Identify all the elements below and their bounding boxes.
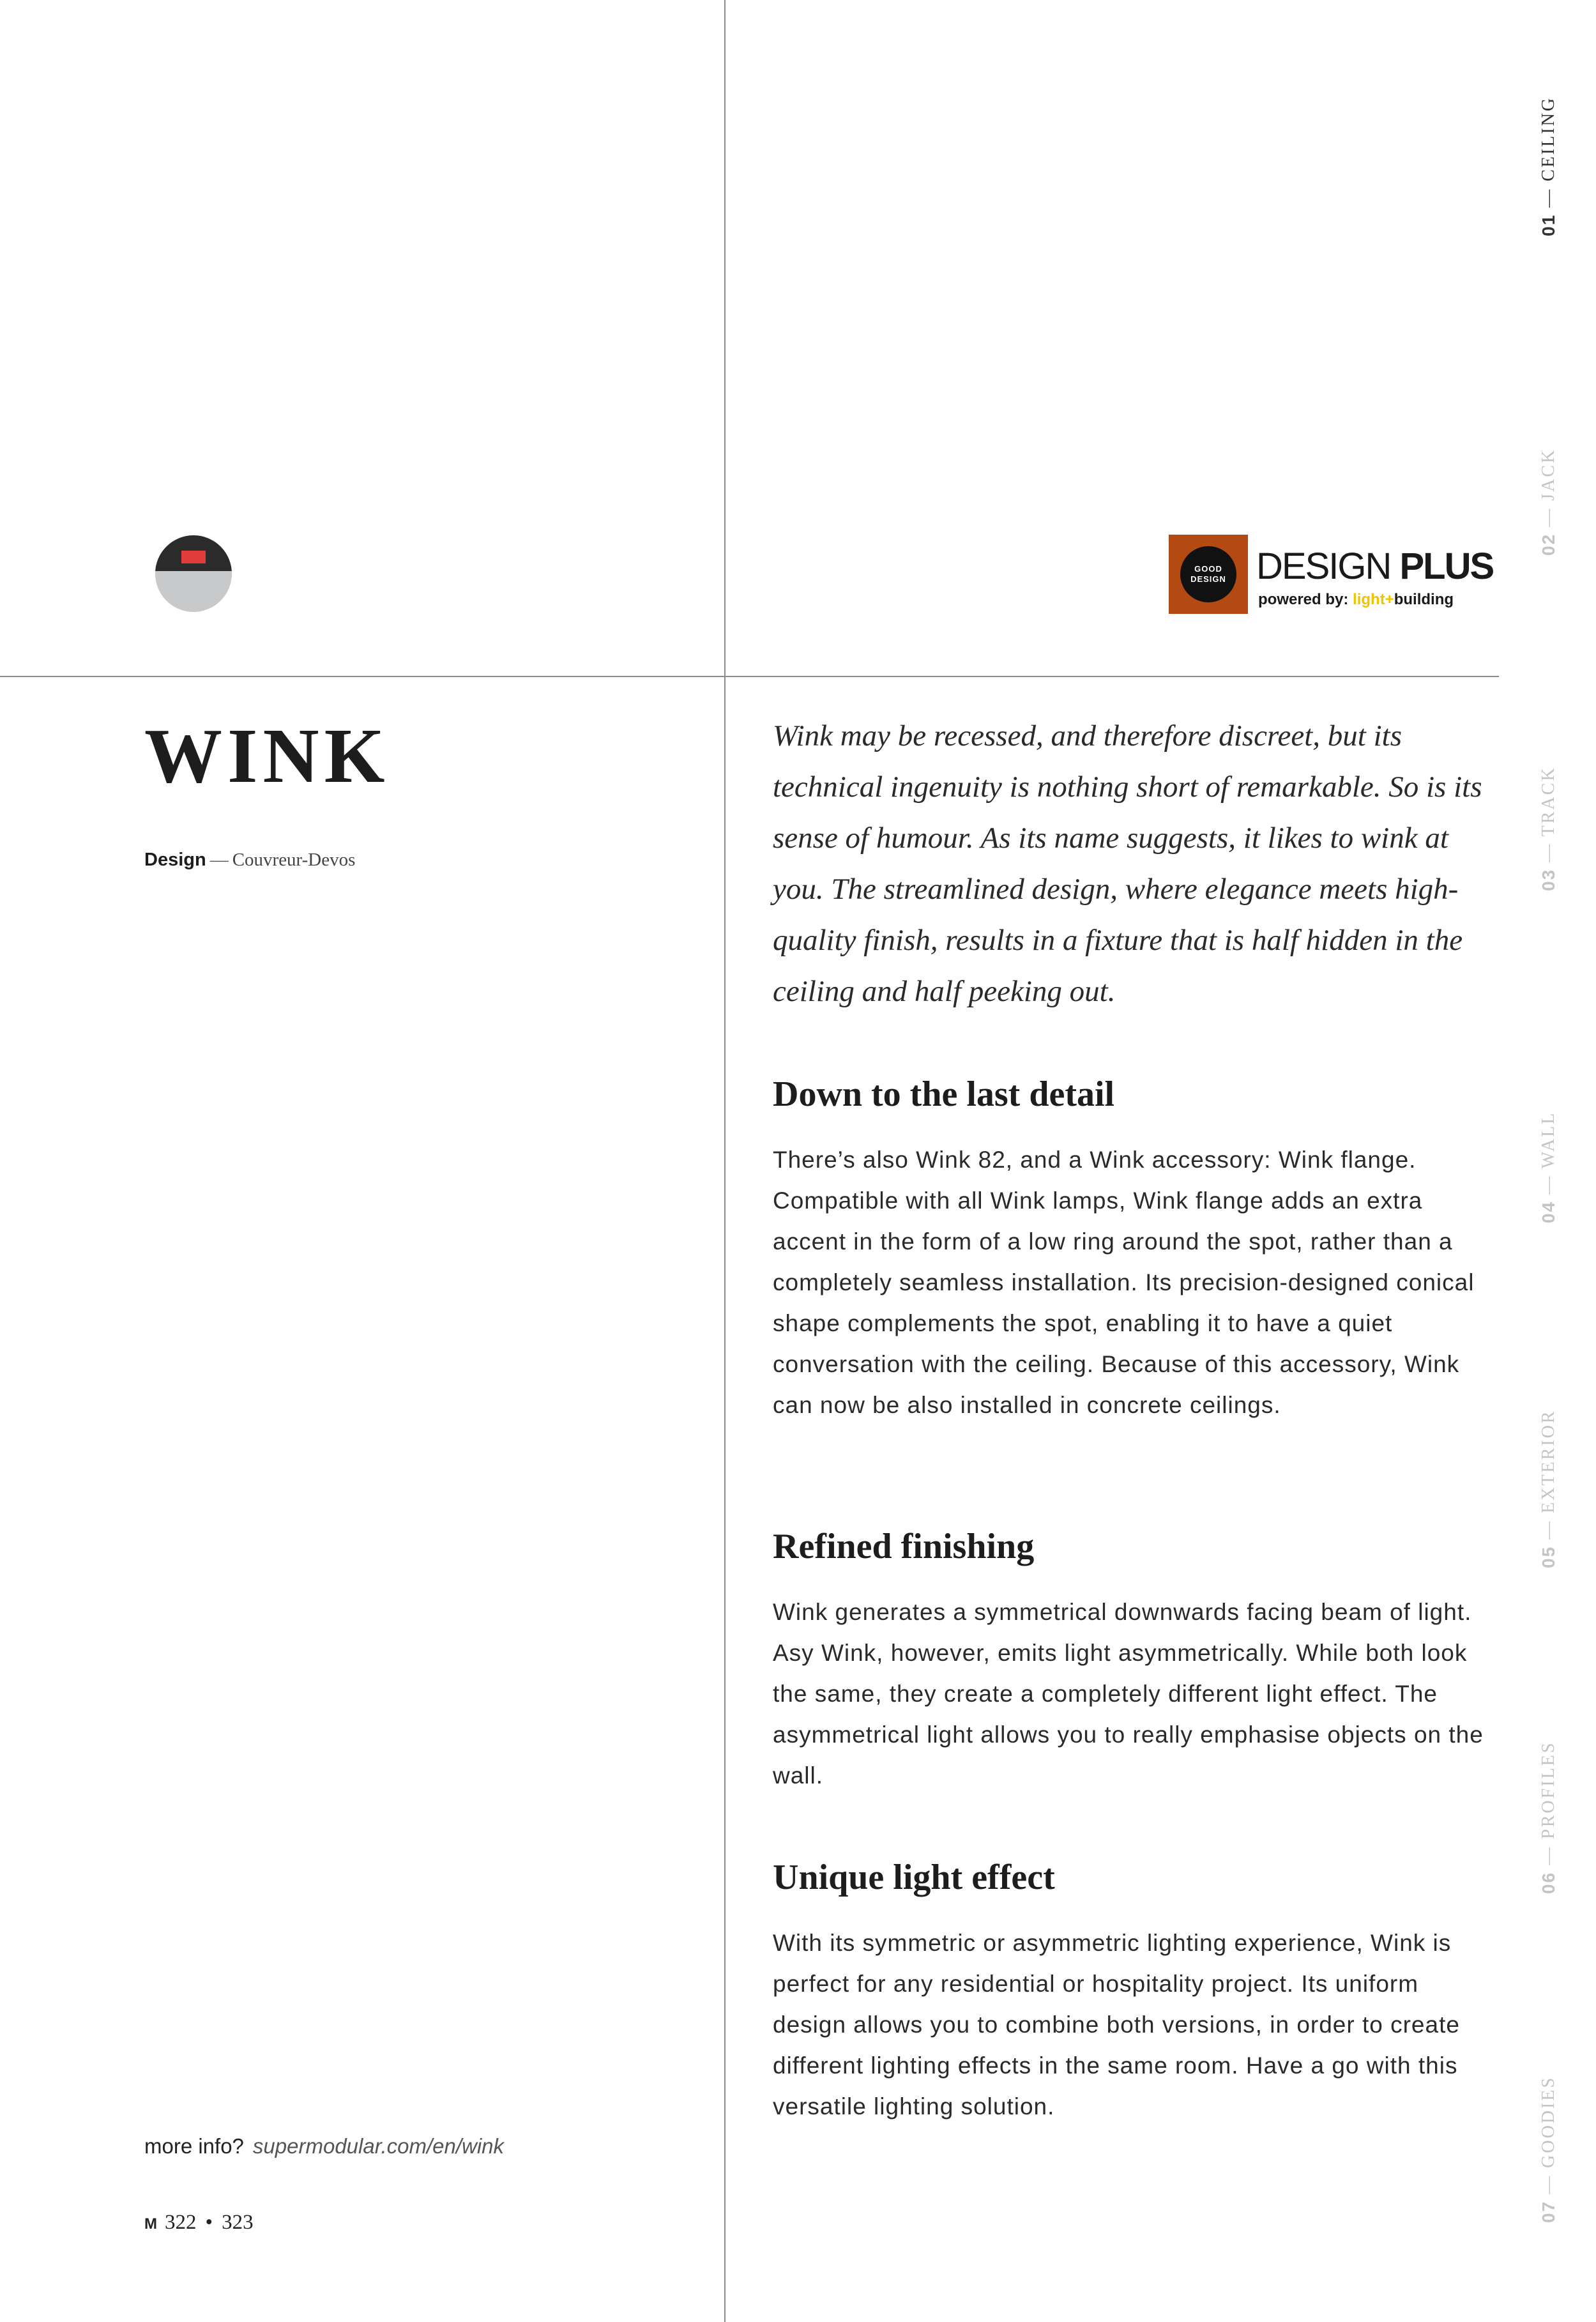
nav-item-ceiling-label: 01 — CEILING — [1539, 96, 1558, 236]
chapter-side-nav — [1526, 0, 1571, 2322]
nav-item-profiles[interactable] — [1526, 1734, 1571, 1894]
design-credit — [144, 847, 355, 873]
design-credit-separator: — — [209, 850, 229, 870]
nav-item-profiles-label: 06 — PROFILES — [1539, 1741, 1558, 1894]
nav-item-track[interactable] — [1526, 763, 1571, 891]
award-title-bold: PLUS — [1399, 546, 1494, 587]
page-number-separator: • — [205, 2211, 213, 2234]
section-body-finishing: Wink generates a symmetrical downwards facing beam of light. Asy Wink, however, emits light asymmetrically. While both look the same, they create a completely different light effect. The asymmetrical light allows you to really emphasise objects on the wall. — [773, 1599, 1484, 1789]
nav-item-goodies[interactable] — [1526, 2070, 1571, 2223]
section-heading-finishing: Refined finishing — [773, 1527, 1035, 1566]
header-divider-horizontal — [0, 676, 1499, 677]
section-heading-light-effect: Unique light effect — [773, 1858, 1055, 1897]
section-body-detail: There’s also Wink 82, and a Wink accessory: Wink flange. Compatible with all Wink lamps, Wink flange adds an extra accent in the form of a low ring around the spot, rather than a completely seamless installation. Its precision-designed conical shape complements the spot, enabling it to have a quiet conversation with the ceiling. Because of this accessory, Wink can now be also installed in concrete ceilings. — [773, 1147, 1475, 1418]
product-title: WINK — [144, 713, 390, 799]
good-design-badge — [1169, 535, 1248, 614]
nav-item-exterior-label: 05 — EXTERIOR — [1539, 1409, 1558, 1568]
award-powered-by-label: powered by: — [1258, 591, 1353, 608]
nav-item-wall-label: 04 — WALL — [1539, 1111, 1558, 1223]
nav-item-jack[interactable] — [1526, 441, 1571, 556]
section-heading-detail: Down to the last detail — [773, 1074, 1115, 1114]
brand-logo-icon: M — [144, 2215, 157, 2233]
product-thumbnail-icon — [155, 535, 232, 612]
nav-item-jack-label: 02 — JACK — [1539, 448, 1558, 556]
nav-item-wall[interactable] — [1526, 1102, 1571, 1223]
nav-item-exterior[interactable] — [1526, 1409, 1571, 1568]
page-number-right: 323 — [222, 2211, 254, 2234]
product-icon-accent — [181, 551, 206, 563]
designer-name: Couvreur-Devos — [232, 850, 356, 870]
good-design-badge-text: GOOD DESIGN — [1180, 546, 1236, 602]
intro-paragraph: Wink may be recessed, and therefore discreet, but its technical ingenuity is nothing short of remarkable. So is its sense of humour. As its name suggests, it likes to wink at you. The streamlined design, where elegance meets high-quality finish, results in a fixture that is half hidden in the ceiling and half peeking out. — [773, 719, 1482, 1008]
nav-item-track-label: 03 — TRACK — [1539, 766, 1558, 891]
award-title-light: DESIGN — [1256, 546, 1400, 587]
section-body-light-effect: With its symmetric or asymmetric lighting experience, Wink is perfect for any residential or hospitality project. Its uniform design allows you to combine both versions, in order to create different lighting effects in the same room. Have a go with this versatile lighting solution. — [773, 1930, 1460, 2120]
more-info — [144, 2134, 504, 2159]
design-plus-award-logo — [1169, 535, 1501, 614]
nav-item-ceiling[interactable] — [1526, 96, 1571, 236]
page-numbers — [144, 2210, 254, 2237]
award-powered-building: building — [1394, 591, 1454, 608]
award-powered-light: light+ — [1353, 591, 1394, 608]
award-powered-by — [1258, 591, 1454, 609]
nav-item-goodies-label: 07 — GOODIES — [1539, 2075, 1558, 2223]
award-title — [1256, 546, 1493, 587]
more-info-label: more info? — [144, 2134, 244, 2158]
page-number-left: 322 — [165, 2211, 197, 2234]
column-divider-vertical — [724, 0, 726, 2322]
more-info-link[interactable]: supermodular.com/en/wink — [252, 2134, 505, 2158]
design-credit-label: Design — [144, 850, 206, 870]
